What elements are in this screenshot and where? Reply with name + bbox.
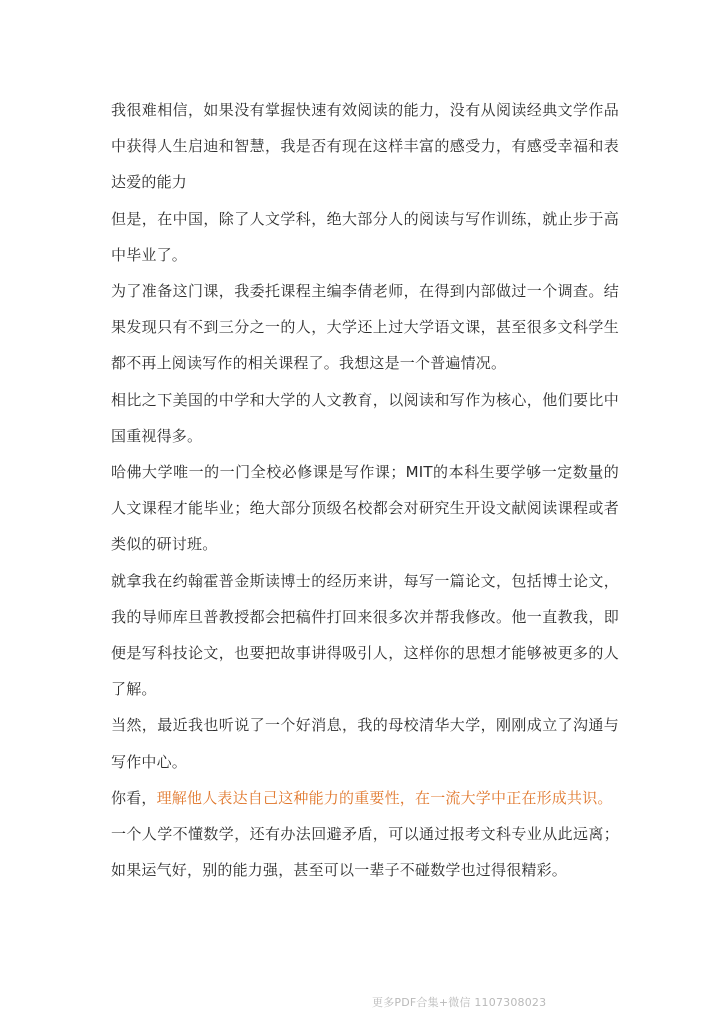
- paragraph: 就拿我在约翰霍普金斯读博士的经历来讲，每写一篇论文，包括博士论文，我的导师库旦普教授都会把稿件打回来很多次并帮我修改。他一直教我，即便是写科技论文，也要把故事讲得吸引人，这样你的思想才能够被更多的人了解。: [111, 571, 619, 699]
- highlight-prefix: 你看，: [111, 788, 157, 807]
- paragraph: 为了准备这门课，我委托课程主编李倩老师，在得到内部做过一个调查。结果发现只有不到三分之一的人，大学还上过大学语文课，甚至很多文科学生都不再上阅读写作的相关课程了。我想这是一个普遍情况。: [111, 282, 619, 373]
- highlighted-sentence: 理解他人表达自己这种能力的重要性，在一流大学中正在形成共识。: [156, 788, 613, 807]
- paragraph: 相比之下美国的中学和大学的人文教育，以阅读和写作为核心，他们要比中国重视得多。: [111, 390, 619, 445]
- paragraph: 我很难相信，如果没有掌握快速有效阅读的能力，没有从阅读经典文学作品中获得人生启迪和智慧，我是否有现在这样丰富的感受力，有感受幸福和表达爱的能力: [111, 101, 619, 192]
- footer-watermark: 更多PDF合集+微信 1107308023: [372, 996, 547, 1009]
- highlight-paragraph: [111, 780, 619, 816]
- article-body: [111, 92, 619, 888]
- paragraph: 哈佛大学唯一的一门全校必修课是写作课；MIT的本科生要学够一定数量的人文课程才能毕业；绝大部分顶级名校都会对研究生开设文献阅读课程或者类似的研讨班。: [111, 463, 619, 554]
- paragraph: 一个人学不懂数学，还有办法回避矛盾，可以通过报考文科专业从此远离；如果运气好，别的能力强，甚至可以一辈子不碰数学也过得很精彩。: [111, 825, 619, 880]
- paragraph: 当然，最近我也听说了一个好消息，我的母校清华大学，刚刚成立了沟通与写作中心。: [111, 716, 619, 771]
- paragraph: 但是，在中国，除了人文学科，绝大部分人的阅读与写作训练，就止步于高中毕业了。: [111, 209, 619, 264]
